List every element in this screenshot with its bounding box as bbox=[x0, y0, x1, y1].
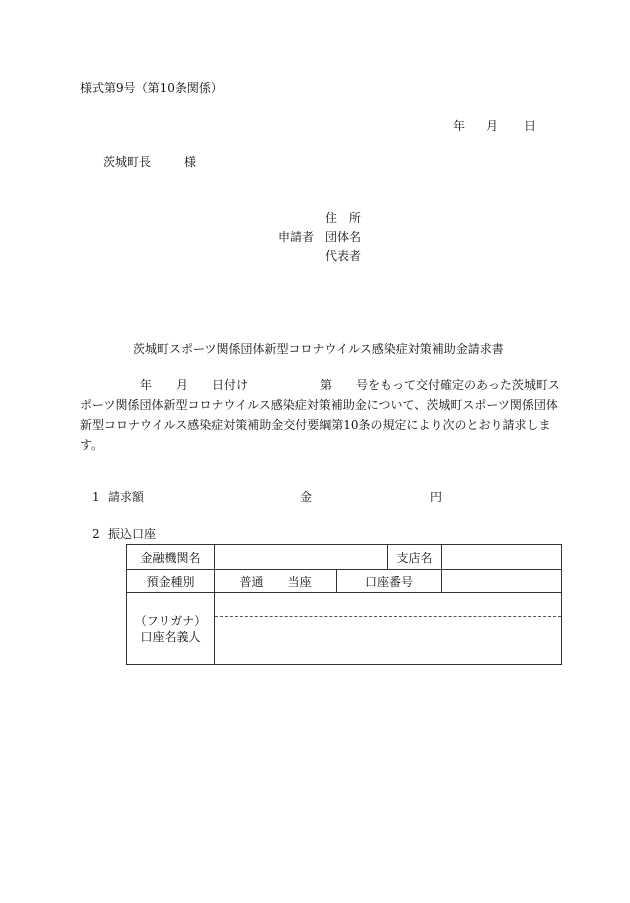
applicant-group: 団体名 bbox=[325, 230, 362, 244]
holder-label: 口座名義人 bbox=[140, 629, 201, 644]
account-holder-field[interactable] bbox=[215, 593, 562, 665]
applicant-label: 申請者 bbox=[278, 230, 315, 244]
holder-name-field[interactable] bbox=[215, 617, 561, 664]
deposit-type-label: 預金種別 bbox=[127, 570, 215, 593]
furigana-field[interactable] bbox=[215, 593, 561, 617]
option-futsu[interactable]: 普通 bbox=[239, 574, 264, 589]
furigana-label: （フリガナ） bbox=[134, 613, 207, 628]
branch-field[interactable] bbox=[442, 545, 562, 570]
item1-number: 1 bbox=[92, 490, 100, 504]
account-holder-label bbox=[127, 593, 215, 665]
item1-kin: 金 bbox=[300, 490, 313, 504]
bank-name-label: 金融機関名 bbox=[127, 545, 215, 570]
body-line: す。 bbox=[80, 438, 104, 452]
date-year: 年 bbox=[453, 119, 466, 133]
applicant-representative: 代表者 bbox=[325, 249, 362, 263]
account-number-label-text: 口座番号 bbox=[364, 574, 413, 589]
deposit-type-options[interactable] bbox=[215, 570, 337, 593]
addressee-name: 茨城町長 bbox=[103, 155, 152, 169]
item1-label: 請求額 bbox=[108, 490, 145, 504]
option-toza[interactable]: 当座 bbox=[287, 574, 312, 589]
item1-yen: 円 bbox=[430, 490, 443, 504]
item2-number: 2 bbox=[92, 527, 100, 541]
applicant-address: 住 所 bbox=[325, 211, 362, 225]
bank-account-table bbox=[126, 544, 562, 665]
branch-label: 支店名 bbox=[388, 545, 442, 570]
body-line: 新型コロナウイルス感染症対策補助金交付要綱第10条の規定により次のとおり請求しま bbox=[80, 418, 551, 432]
body-line: 年 月 日付け 第 号をもって交付確定のあった茨城町ス bbox=[80, 378, 560, 392]
item2-label: 振込口座 bbox=[108, 527, 157, 541]
account-number-field[interactable] bbox=[442, 570, 562, 593]
date-day: 日 bbox=[524, 119, 537, 133]
body-line: ポーツ関係団体新型コロナウイルス感染症対策補助金について、茨城町スポーツ関係団体 bbox=[80, 398, 558, 412]
addressee-honorific: 様 bbox=[184, 155, 197, 169]
bank-name-field[interactable] bbox=[215, 545, 388, 570]
document-title: 茨城町スポーツ関係団体新型コロナウイルス感染症対策補助金請求書 bbox=[133, 342, 504, 356]
account-number-label bbox=[337, 570, 442, 593]
form-number: 様式第9号（第10条関係） bbox=[80, 81, 223, 95]
date-month: 月 bbox=[486, 119, 499, 133]
